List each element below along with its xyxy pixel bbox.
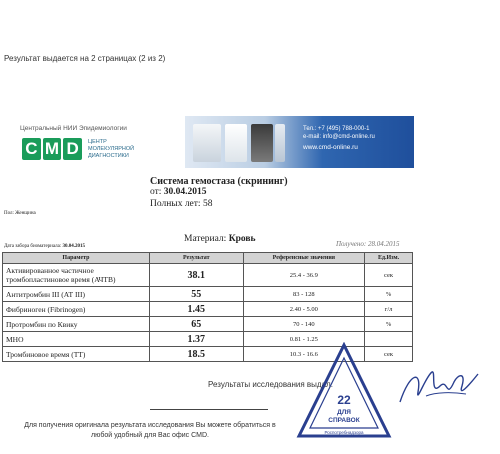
lab-equipment-image (193, 124, 221, 162)
page-count-note: Результат выдается на 2 страницах (2 из 2) (4, 54, 166, 63)
received-date: Получено: 28.04.2015 (336, 240, 400, 248)
org-name: Центральный НИИ Эпидемиологии (20, 125, 127, 132)
stamp-text-top: ДЛЯ (337, 409, 351, 416)
stamp-number: 22 (337, 393, 351, 407)
reference-range: 2.40 - 5.00 (243, 302, 364, 317)
lab-equipment-image (251, 124, 273, 162)
table-header-row (3, 253, 413, 264)
unit: г/л (365, 302, 413, 317)
unit: сек (365, 347, 413, 362)
contact-info (303, 125, 375, 152)
param-name: Тромбиновое время (ТТ) (3, 347, 150, 362)
result-value: 65 (149, 317, 243, 332)
age-label: Полных лет: (150, 199, 201, 209)
report-date (150, 187, 207, 197)
date-label: от: (150, 187, 162, 197)
sample-date-value: 30.04.2015 (62, 244, 85, 249)
phone-text: Тел.: +7 (495) 788-000-1 (303, 126, 370, 132)
param-name: Активированное частичное тромбопластиновое время (АЧТВ) (3, 264, 150, 287)
lab-banner (20, 116, 414, 168)
result-value: 55 (149, 287, 243, 302)
reference-range: 0.81 - 1.25 (243, 332, 364, 347)
material (184, 234, 256, 244)
table-row (3, 264, 413, 287)
footer-note (0, 421, 300, 441)
reference-range: 10.3 - 16.6 (243, 347, 364, 362)
unit: % (365, 317, 413, 332)
issued-by-label: Результаты исследования выдал: (208, 380, 333, 389)
banner-photo-strip (185, 116, 414, 168)
param-name: Фибриноген (Fibrinogen) (3, 302, 150, 317)
logo-caption-line: МОЛЕКУЛЯРНОЙ (88, 145, 135, 152)
lab-equipment-image (225, 124, 247, 162)
website-text: www.cmd-online.ru (303, 144, 358, 151)
logo-caption (88, 139, 148, 160)
footer-line: Для получения оригинала результата исследования Вы можете обратиться в (24, 422, 276, 429)
logo-letter-c: C (22, 138, 41, 160)
unit: % (365, 287, 413, 302)
stamp-text-bottom: СПРАВОК (328, 417, 360, 424)
result-value: 1.45 (149, 302, 243, 317)
unit: сек (365, 264, 413, 287)
logo-caption-line: ДИАГНОСТИКИ (88, 152, 129, 159)
lab-equipment-image (275, 124, 285, 162)
handwritten-signature (396, 362, 486, 410)
stamp-ring-text: Роспотребнадзора (324, 430, 364, 435)
sample-date-label: Дата забора биоматериала: (4, 244, 62, 249)
signature-line (150, 409, 268, 410)
age-value: 58 (202, 199, 213, 209)
table-row (3, 302, 413, 317)
col-header-result: Результат (149, 253, 243, 264)
logo-letters (22, 138, 82, 160)
patient-sex: Пол: Женщина (4, 211, 36, 216)
patient-age (150, 199, 212, 209)
date-value: 30.04.2015 (163, 187, 207, 197)
email-text: e-mail: info@cmd-online.ru (303, 134, 375, 140)
col-header-reference: Референсные значения (243, 253, 364, 264)
sample-date (4, 244, 85, 249)
footer-line: любой удобный для Вас офис CMD. (91, 432, 209, 439)
reference-range: 25.4 - 36.9 (243, 264, 364, 287)
material-value: Кровь (228, 234, 256, 244)
logo-letter-d: D (63, 138, 82, 160)
param-name: Антитромбин III (АТ III) (3, 287, 150, 302)
report-title: Система гемостаза (скрининг) (150, 176, 288, 187)
material-label: Материал: (184, 234, 227, 244)
logo-caption-line: ЦЕНТР (88, 138, 107, 145)
table-row (3, 287, 413, 302)
col-header-unit: Ед.Изм. (365, 253, 413, 264)
cmd-logo (22, 138, 148, 160)
logo-letter-m: M (43, 138, 62, 160)
param-name: Протромбин по Квику (3, 317, 150, 332)
result-value: 1.37 (149, 332, 243, 347)
reference-range: 83 - 128 (243, 287, 364, 302)
stamp (296, 342, 392, 440)
table-row (3, 317, 413, 332)
param-name: МНО (3, 332, 150, 347)
result-value: 38.1 (149, 264, 243, 287)
col-header-parameter: Параметр (3, 253, 150, 264)
result-value: 18.5 (149, 347, 243, 362)
reference-range: 70 - 140 (243, 317, 364, 332)
